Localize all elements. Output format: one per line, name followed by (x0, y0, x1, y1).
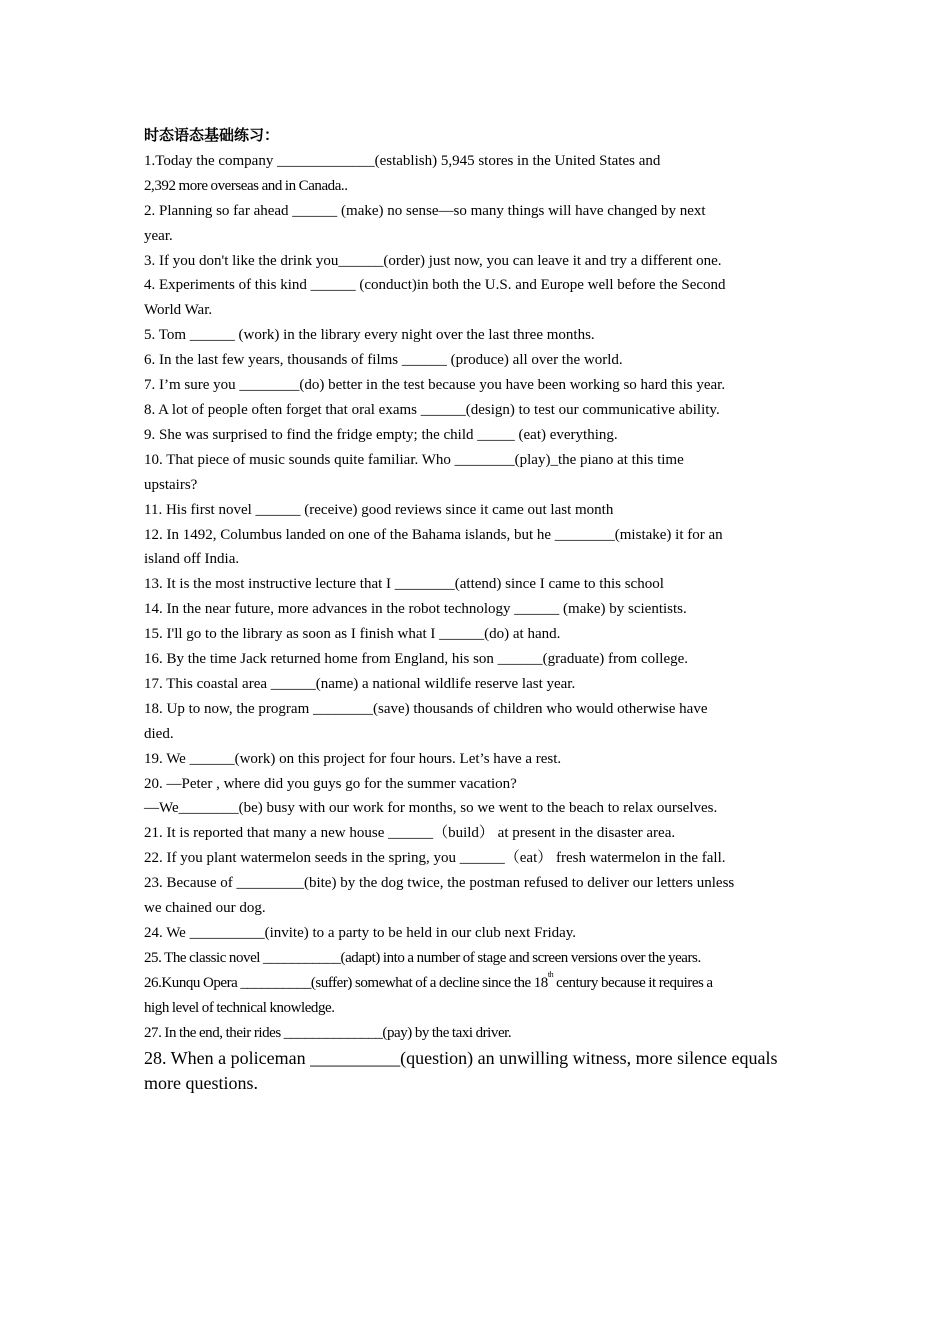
question-1-line-1: 1.Today the company _____________(establish) 5,945 stores in the United States and (144, 152, 661, 169)
question-6: 6. In the last few years, thousands of films ______ (produce) all over the world. (144, 352, 623, 369)
question-14: 14. In the near future, more advances in the robot technology ______ (make) by scientists. (144, 601, 687, 618)
question-15: 15. I'll go to the library as soon as I finish what I ______(do) at hand. (144, 626, 561, 643)
question-25: 25. The classic novel ___________(adapt) into a number of stage and screen versions over the years. (144, 949, 701, 966)
question-24: 24. We __________(invite) to a party to be held in our club next Friday. (144, 925, 577, 941)
worksheet-title: 时态语态基础练习： (144, 128, 280, 144)
question-2-line-2: year. (144, 227, 173, 244)
question-1-line-2: 2,392 more overseas and in Canada.. (144, 177, 348, 194)
question-22: 22. If you plant watermelon seeds in the spring, you ______（eat） fresh watermelon in the fall. (144, 850, 726, 867)
superscript-ordinal: th (547, 969, 554, 979)
question-12-line-2: island off India. (144, 551, 240, 568)
question-20-line-2: —We________(be) busy with our work for months, so we went to the beach to relax ourselves. (144, 800, 718, 817)
question-19: 19. We ______(work) on this project for four hours. Let’s have a rest. (144, 750, 562, 767)
question-18-line-2: died. (144, 725, 174, 742)
question-2-line-1: 2. Planning so far ahead ______ (make) no sense—so many things will have changed by next (144, 202, 706, 219)
question-26-text-end: century because it requires a (553, 974, 713, 991)
question-18-line-1: 18. Up to now, the program ________(save) thousands of children who would otherwise have (144, 700, 708, 717)
question-4-line-1: 4. Experiments of this kind ______ (conduct)in both the U.S. and Europe well before the Second (144, 277, 726, 294)
question-28: 28. When a policeman __________(question) an unwilling witness, more silence equals more questions. (144, 1047, 778, 1094)
question-10-line-2: upstairs? (144, 476, 198, 493)
question-26-line-1 (144, 971, 814, 996)
question-23-line-1: 23. Because of _________(bite) by the dog twice, the postman refused to deliver our letters unless (144, 875, 735, 892)
question-4-line-2: World War. (144, 302, 213, 319)
question-13: 13. It is the most instructive lecture that I ________(attend) since I came to this school (144, 576, 664, 593)
question-17: 17. This coastal area ______(name) a national wildlife reserve last year. (144, 675, 576, 692)
question-9: 9. She was surprised to find the fridge empty; the child _____ (eat) everything. (144, 426, 618, 443)
question-11: 11. His first novel ______ (receive) good reviews since it came out last month (144, 501, 614, 518)
question-12-line-1: 12. In 1492, Columbus landed on one of the Bahama islands, but he ________(mistake) it for an (144, 526, 723, 543)
question-10-line-1: 10. That piece of music sounds quite familiar. Who ________(play)_the piano at this time (144, 451, 684, 468)
question-27: 27. In the end, their rides ______________(pay) by the taxi driver. (144, 1024, 512, 1041)
question-8: 8. A lot of people often forget that oral exams ______(design) to test our communicative ability. (144, 401, 720, 418)
question-7: 7. I’m sure you ________(do) better in the test because you have been working so hard this year. (144, 377, 726, 394)
question-21: 21. It is reported that many a new house ______（build） at present in the disaster area. (144, 825, 676, 842)
question-20-line-1: 20. —Peter , where did you guys go for the summer vacation? (144, 775, 517, 792)
question-23-line-2: we chained our dog. (144, 900, 266, 917)
worksheet (144, 124, 814, 1097)
question-26-line-2: high level of technical knowledge. (144, 999, 335, 1016)
question-26-text-start: 26.Kunqu Opera __________(suffer) somewhat of a decline since the 18 (144, 974, 548, 991)
question-5: 5. Tom ______ (work) in the library every night over the last three months. (144, 327, 595, 344)
question-16: 16. By the time Jack returned home from England, his son ______(graduate) from college. (144, 651, 689, 668)
question-3: 3. If you don't like the drink you______(order) just now, you can leave it and try a different one. (144, 252, 722, 269)
